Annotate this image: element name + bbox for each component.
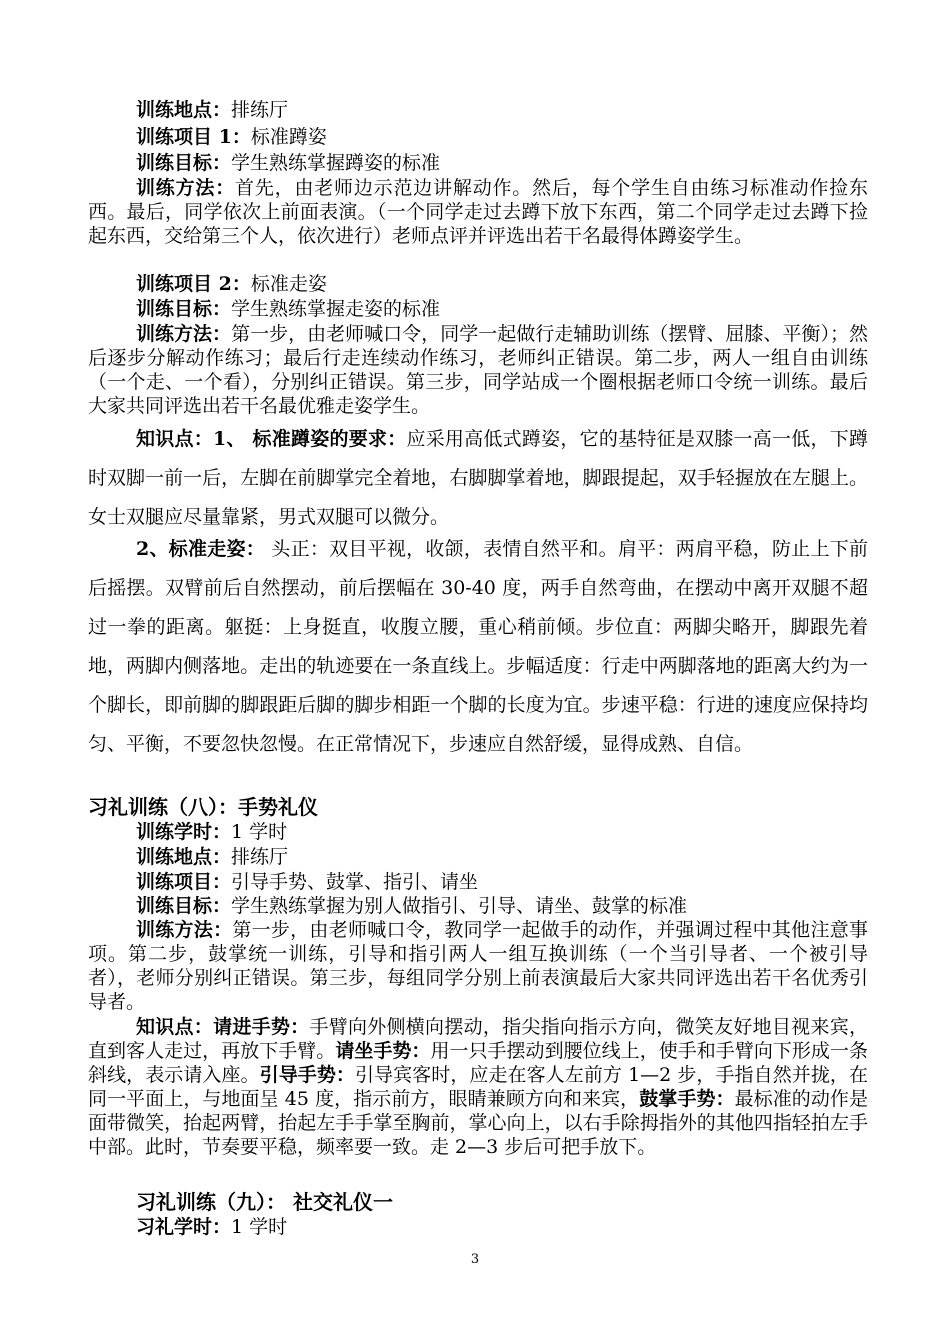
training-method-gesture: 训练方法：第一步，由老师喊口令，教同学一起做手的动作，并强调过程中其他注意事项。第二步，鼓掌统一训练，引导和指引两人一组互换训练（一个当引导者、一个被引导者），老师分别纠正错误。第三步，每组同学分别上前表演最后大家共同评选出若干名优秀引导者。: [88, 919, 868, 1013]
training-location: 训练地点：排练厅: [136, 99, 289, 121]
training-goal-1: 训练目标：学生熟练掌握蹲姿的标准: [136, 152, 441, 174]
practice-hours: 习礼学时：1 学时: [136, 1216, 288, 1238]
training-method-1: 训练方法：首先，由老师边示范边讲解动作。然后，每个学生自由练习标准动作捡东西。最后，同学依次上前面表演。（一个同学走过去蹲下放下东西，第二个同学走过去蹲下捡起东西，交给第三个人，依次进行）老师点评并评选出若干名最得体蹲姿学生。: [88, 177, 868, 247]
knowledge-point-squat: 知识点：1、 标准蹲姿的要求：应采用高低式蹲姿，它的基特征是双膝一高一低，下蹲时双脚一前一后，左脚在前脚掌完全着地，右脚脚掌着地，脚跟提起，双手轻握放在左腿上。女士双腿应尽量靠紧，男式双腿可以微分。: [88, 428, 868, 528]
training-goal-gesture: 训练目标：学生熟练掌握为别人做指引、引导、请坐、鼓掌的标准: [136, 895, 688, 917]
training-item-1: 训练项目 1：标准蹲姿: [136, 126, 327, 148]
section-heading-8: 习礼训练（八）：手势礼仪: [88, 795, 318, 819]
knowledge-point-walk: 2、标准走姿： 头正：双目平视，收颌，表情自然平和。肩平：两肩平稳，防止上下前后摇摆。双臂前后自然摆动，前后摆幅在 30-40 度，两手自然弯曲，在摆动中离开双腿不超过一拳的距离。躯挺：上身挺直，收腹立腰，重心稍前倾。步位直：两脚尖略开，脚跟先着地，两脚内侧落地。走出的轨迹要在一条直线上。步幅适度：行走中两脚落地的距离大约为一个脚长，即前脚的脚跟距后脚的脚步相距一个脚的长度为宜。步速平稳：行进的速度应保持均匀、平衡，不要忽快忽慢。在正常情况下，步速应自然舒缓，显得成熟、自信。: [88, 538, 868, 755]
knowledge-point-gestures: 知识点：请进手势：手臂向外侧横向摆动，指尖指向指示方向，微笑友好地目视来宾，直到客人走过，再放下手臂。请坐手势：用一只手摆动到腰位线上，使手和手臂向下形成一条斜线，表示请入座。引导手势：引导宾客时，应走在客人左前方 1—2 步，手指自然并拢，在同一平面上，与地面呈 45 度，指示前方，眼睛兼顾方向和来宾，鼓掌手势：最标准的动作是面带微笑，抬起两臂，抬起左手手掌至胸前，掌心向上，以右手除拇指外的其他四指轻拍左手中部。此时，节奏要平稳，频率要一致。走 2—3 步后可把手放下。: [88, 1016, 868, 1158]
training-location-2: 训练地点：排练厅: [136, 846, 289, 868]
section-heading-9: 习礼训练（九）： 社交礼仪一: [136, 1190, 393, 1214]
training-method-2: 训练方法：第一步，由老师喊口令，同学一起做行走辅助训练（摆臂、屈膝、平衡）；然后逐步分解动作练习；最后行走连续动作练习，老师纠正错误。第二步，两人一组自由训练（一个走、一个看），分别纠正错误。第三步，同学站成一个圈根据老师口令统一训练。最后大家共同评选出若干名最优雅走姿学生。: [88, 323, 868, 417]
training-item-2: 训练项目 2：标准走姿: [136, 273, 327, 295]
training-items-gesture: 训练项目：引导手势、鼓掌、指引、请坐: [136, 871, 479, 893]
training-goal-2: 训练目标：学生熟练掌握走姿的标准: [136, 298, 441, 320]
training-hours: 训练学时：1 学时: [136, 821, 288, 843]
page-number: 3: [470, 1252, 480, 1267]
